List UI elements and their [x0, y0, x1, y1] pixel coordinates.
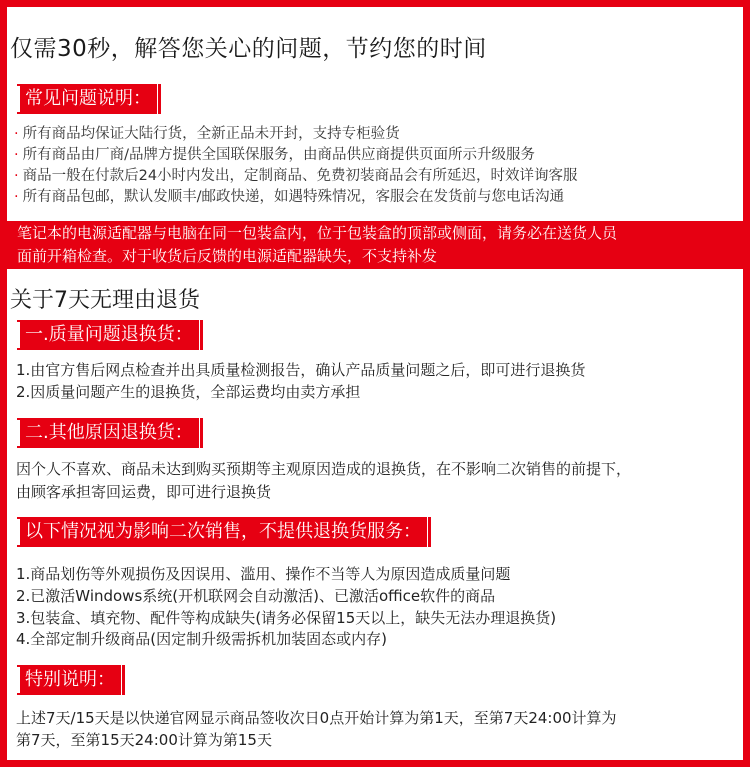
faq-item — [14, 187, 564, 207]
quality-return-line: 1.由官方售后网点检查并出具质量检测报告，确认产品质量问题之后，即可进行退换货 — [16, 361, 586, 379]
bullet-dot-icon: · — [14, 168, 19, 184]
faq-item-text: 商品一般在付款后24小时内发出，定制商品、免费初装商品会有所延迟，时效详询客服 — [22, 168, 578, 184]
other-return-line: 因个人不喜欢、商品未达到购买预期等主观原因造成的退换货，在不影响二次销售的前提下， — [16, 460, 632, 478]
return-policy-title: 关于7天无理由退货 — [10, 288, 200, 313]
special-note-line: 第7天，至第15天24:00计算为第15天 — [16, 731, 272, 749]
no-return-line: 4.全部定制升级商品(因定制升级需拆机加装固态或内存) — [16, 630, 388, 648]
adapter-notice — [7, 221, 743, 269]
adapter-notice-line: 面前开箱检查。对于收货后反馈的电源适配器缺失，不支持补发 — [17, 247, 438, 265]
other-return-label: 二.其他原因退换货： — [17, 418, 199, 448]
faq-item — [14, 145, 535, 165]
page-title: 仅需30秒，解答您关心的问题，节约您的时间 — [10, 36, 487, 62]
faq-item-text: 所有商品由厂商/品牌方提供全国联保服务，由商品供应商提供页面所示升级服务 — [22, 147, 535, 163]
no-return-line: 2.已激活Windows系统(开机联网会自动激活)、已激活office软件的商品 — [16, 587, 496, 605]
faq-item-text: 所有商品均保证大陆行货，全新正品未开封，支持专柜验货 — [22, 126, 400, 142]
faq-label: 常见问题说明： — [17, 84, 157, 114]
quality-return-label: 一.质量问题退换货： — [17, 320, 199, 350]
bullet-dot-icon: · — [14, 147, 19, 163]
faq-item-text: 所有商品包邮，默认发顺丰/邮政快递，如遇特殊情况，客服会在发货前与您电话沟通 — [22, 189, 564, 205]
no-return-line: 1.商品划伤等外观损伤及因误用、滥用、操作不当等人为原因造成质量问题 — [16, 565, 511, 583]
special-note-label: 特别说明： — [17, 665, 121, 695]
quality-return-line: 2.因质量问题产生的退换货，全部运费均由卖方承担 — [16, 383, 361, 401]
adapter-notice-line: 笔记本的电源适配器与电脑在同一包装盒内，位于包装盒的顶部或侧面，请务必在送货人员 — [17, 224, 618, 242]
no-return-label: 以下情况视为影响二次销售，不提供退换货服务： — [17, 517, 427, 547]
faq-item — [14, 124, 400, 144]
other-return-line: 由顾客承担寄回运费，即可进行退换货 — [16, 483, 272, 501]
faq-item — [14, 166, 578, 186]
no-return-line: 3.包装盒、填充物、配件等构成缺失(请务必保留15天以上，缺失无法办理退换货) — [16, 609, 557, 627]
special-note-line: 上述7天/15天是以快递官网显示商品签收次日0点开始计算为第1天，至第7天24:00计算为 — [16, 709, 617, 727]
bullet-dot-icon: · — [14, 126, 19, 142]
bullet-dot-icon: · — [14, 189, 19, 205]
